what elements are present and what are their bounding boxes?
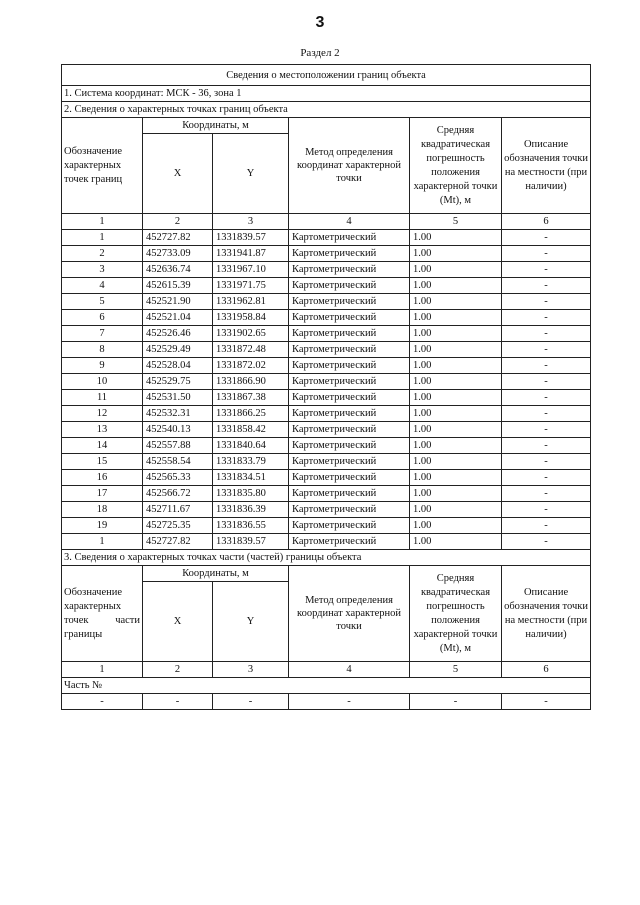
- part1-heading: 2. Сведения о характерных точках границ объекта: [62, 102, 591, 118]
- header-coords: Координаты, м: [143, 118, 289, 134]
- part1-col-number: 4: [289, 214, 410, 230]
- part2-col-number: 2: [143, 662, 213, 678]
- table-cell: 1331971.75: [213, 278, 289, 294]
- table-cell: 1.00: [410, 230, 502, 246]
- part1-col-number: 2: [143, 214, 213, 230]
- table-cell: 2: [62, 246, 143, 262]
- table-cell: 1: [62, 230, 143, 246]
- table-cell: 1331867.38: [213, 390, 289, 406]
- table-row: [62, 262, 591, 278]
- part1-column-numbers: [62, 214, 591, 230]
- part2-column-numbers: [62, 662, 591, 678]
- table-cell: -: [502, 438, 591, 454]
- table-cell: -: [502, 246, 591, 262]
- table-cell: 1.00: [410, 246, 502, 262]
- table-row: [62, 390, 591, 406]
- table-cell: Картометрический: [289, 534, 410, 550]
- table-cell: -: [502, 454, 591, 470]
- header2-error: Средняя квадратическая погрешность положения характерной точки (Mt), м: [410, 566, 502, 662]
- table-row: [62, 454, 591, 470]
- part1-col-number: 1: [62, 214, 143, 230]
- table-row: [62, 342, 591, 358]
- header-error: Средняя квадратическая погрешность положения характерной точки (Mt), м: [410, 118, 502, 214]
- header-y: Y: [213, 134, 289, 214]
- table-row: [62, 374, 591, 390]
- table-row: [62, 422, 591, 438]
- table-cell: 452558.54: [143, 454, 213, 470]
- table-cell: 9: [62, 358, 143, 374]
- table-cell: 452725.35: [143, 518, 213, 534]
- table-cell: 1331941.87: [213, 246, 289, 262]
- table-cell: 1.00: [410, 310, 502, 326]
- table-cell: Картометрический: [289, 454, 410, 470]
- part-label: Часть №: [62, 678, 591, 694]
- table-cell: -: [502, 422, 591, 438]
- table-cell: 11: [62, 390, 143, 406]
- table-cell: Картометрический: [289, 310, 410, 326]
- boundary-table: [61, 64, 591, 710]
- table-cell: Картометрический: [289, 358, 410, 374]
- table-cell: -: [502, 486, 591, 502]
- table-cell: 19: [62, 518, 143, 534]
- header2-coords: Координаты, м: [143, 566, 289, 582]
- coord-system-row: [62, 86, 591, 102]
- table-row: [62, 358, 591, 374]
- table-cell: Картометрический: [289, 438, 410, 454]
- part2-label-row: [62, 678, 591, 694]
- table-row: [62, 438, 591, 454]
- table-cell: 1.00: [410, 390, 502, 406]
- table-cell: 452521.04: [143, 310, 213, 326]
- part1-col-number: 6: [502, 214, 591, 230]
- part2-heading-row: [62, 550, 591, 566]
- table-cell: 1331834.51: [213, 470, 289, 486]
- table-cell: Картометрический: [289, 342, 410, 358]
- table-row: [62, 534, 591, 550]
- table-cell: 1331967.10: [213, 262, 289, 278]
- title-row: [62, 65, 591, 86]
- table-cell: 1.00: [410, 502, 502, 518]
- table-cell: 1331858.42: [213, 422, 289, 438]
- table-cell: 1: [62, 534, 143, 550]
- table-cell: -: [502, 534, 591, 550]
- table-cell: Картометрический: [289, 326, 410, 342]
- header-description: Описание обозначения точки на местности (при наличии): [502, 118, 591, 214]
- part2-col-number: 3: [213, 662, 289, 678]
- table-cell: 1331902.65: [213, 326, 289, 342]
- table-cell: -: [502, 406, 591, 422]
- part2-col-number: 5: [410, 662, 502, 678]
- table-cell: -: [502, 278, 591, 294]
- table-row: [62, 486, 591, 502]
- table-cell: Картометрический: [289, 278, 410, 294]
- table-cell: -: [502, 390, 591, 406]
- table-cell: 1331872.48: [213, 342, 289, 358]
- table-cell: -: [502, 230, 591, 246]
- table-cell: -: [502, 310, 591, 326]
- table-cell: -: [502, 358, 591, 374]
- table-cell: Картометрический: [289, 230, 410, 246]
- part1-col-number: 3: [213, 214, 289, 230]
- part2-col-number: 1: [62, 662, 143, 678]
- table-cell: 452727.82: [143, 230, 213, 246]
- table-cell: Картометрический: [289, 502, 410, 518]
- table-cell: Картометрический: [289, 518, 410, 534]
- table-cell: -: [502, 694, 591, 710]
- table-cell: 452566.72: [143, 486, 213, 502]
- table-cell: 12: [62, 406, 143, 422]
- table-cell: 1.00: [410, 406, 502, 422]
- header2-y: Y: [213, 582, 289, 662]
- table-cell: 452529.75: [143, 374, 213, 390]
- table-cell: 13: [62, 422, 143, 438]
- table-cell: 1.00: [410, 326, 502, 342]
- table-cell: -: [143, 694, 213, 710]
- header2-x: X: [143, 582, 213, 662]
- table-cell: Картометрический: [289, 422, 410, 438]
- table-cell: Картометрический: [289, 470, 410, 486]
- table-cell: 1331872.02: [213, 358, 289, 374]
- table-cell: -: [502, 342, 591, 358]
- table-cell: 1331833.79: [213, 454, 289, 470]
- part1-col-number: 5: [410, 214, 502, 230]
- table-cell: 452529.49: [143, 342, 213, 358]
- table-cell: 452711.67: [143, 502, 213, 518]
- part1-heading-row: [62, 102, 591, 118]
- table-cell: 452727.82: [143, 534, 213, 550]
- table-cell: 1.00: [410, 470, 502, 486]
- table-cell: Картометрический: [289, 374, 410, 390]
- section-label: Раздел 2: [300, 47, 340, 59]
- table-cell: -: [502, 502, 591, 518]
- part2-col-number: 6: [502, 662, 591, 678]
- table-cell: 1.00: [410, 454, 502, 470]
- table-cell: 452521.90: [143, 294, 213, 310]
- table-cell: Картометрический: [289, 246, 410, 262]
- table-cell: 452532.31: [143, 406, 213, 422]
- header2-method: Метод определения координат характерной точки: [289, 566, 410, 662]
- table-cell: -: [502, 326, 591, 342]
- table-row: [62, 406, 591, 422]
- table-cell: 452565.33: [143, 470, 213, 486]
- header-designation: Обозначение характерных точек границ: [62, 118, 143, 214]
- table-row: [62, 246, 591, 262]
- table-cell: 1331835.80: [213, 486, 289, 502]
- table-cell: 1331839.57: [213, 534, 289, 550]
- table-row: [62, 326, 591, 342]
- table-cell: 1.00: [410, 262, 502, 278]
- table-cell: 1.00: [410, 438, 502, 454]
- table-cell: 1.00: [410, 518, 502, 534]
- table-cell: 1331866.25: [213, 406, 289, 422]
- table-cell: 1331839.57: [213, 230, 289, 246]
- table-cell: Картометрический: [289, 486, 410, 502]
- table-cell: -: [289, 694, 410, 710]
- page-number: 3: [315, 14, 325, 31]
- table-cell: 7: [62, 326, 143, 342]
- table-cell: -: [502, 294, 591, 310]
- table-row: [62, 470, 591, 486]
- table-cell: 452528.04: [143, 358, 213, 374]
- table-cell: 8: [62, 342, 143, 358]
- table-cell: 452733.09: [143, 246, 213, 262]
- table-row: [62, 230, 591, 246]
- table-cell: 452557.88: [143, 438, 213, 454]
- table-cell: 1.00: [410, 534, 502, 550]
- table-cell: 15: [62, 454, 143, 470]
- table-cell: -: [502, 374, 591, 390]
- table-cell: -: [502, 262, 591, 278]
- table-row: [62, 694, 591, 710]
- table-cell: 452615.39: [143, 278, 213, 294]
- table-cell: 10: [62, 374, 143, 390]
- table-cell: 6: [62, 310, 143, 326]
- table-row: [62, 518, 591, 534]
- table-cell: -: [62, 694, 143, 710]
- table-row: [62, 294, 591, 310]
- table-cell: 1.00: [410, 342, 502, 358]
- table-cell: 1331962.81: [213, 294, 289, 310]
- table-cell: 452526.46: [143, 326, 213, 342]
- part1-header-row-top: [62, 118, 591, 134]
- table-cell: -: [502, 518, 591, 534]
- table-cell: 1.00: [410, 422, 502, 438]
- table-cell: 1.00: [410, 486, 502, 502]
- table-cell: Картометрический: [289, 294, 410, 310]
- table-cell: 1331840.64: [213, 438, 289, 454]
- table-cell: Картометрический: [289, 406, 410, 422]
- coord-system: 1. Система координат: МСК - 36, зона 1: [62, 86, 591, 102]
- table-cell: 1.00: [410, 294, 502, 310]
- header2-designation: Обозначение характерных точек части границы: [62, 566, 143, 662]
- header-x: X: [143, 134, 213, 214]
- table-cell: 1.00: [410, 278, 502, 294]
- table-row: [62, 310, 591, 326]
- table-cell: 452531.50: [143, 390, 213, 406]
- table-cell: 3: [62, 262, 143, 278]
- table-cell: 452636.74: [143, 262, 213, 278]
- table-cell: 1331836.55: [213, 518, 289, 534]
- table-cell: 1331958.84: [213, 310, 289, 326]
- header-method: Метод определения координат характерной точки: [289, 118, 410, 214]
- table-cell: 1.00: [410, 358, 502, 374]
- table-cell: -: [213, 694, 289, 710]
- part2-col-number: 4: [289, 662, 410, 678]
- table-cell: -: [410, 694, 502, 710]
- table-cell: Картометрический: [289, 390, 410, 406]
- table-cell: 4: [62, 278, 143, 294]
- table-cell: 14: [62, 438, 143, 454]
- table-cell: Картометрический: [289, 262, 410, 278]
- part2-heading: 3. Сведения о характерных точках части (частей) границы объекта: [62, 550, 591, 566]
- table-cell: 16: [62, 470, 143, 486]
- header2-description: Описание обозначения точки на местности (при наличии): [502, 566, 591, 662]
- table-cell: 18: [62, 502, 143, 518]
- table-title: Сведения о местоположении границ объекта: [62, 65, 591, 86]
- table-cell: 1331836.39: [213, 502, 289, 518]
- table-row: [62, 502, 591, 518]
- table-cell: 452540.13: [143, 422, 213, 438]
- table-cell: 5: [62, 294, 143, 310]
- table-cell: 1.00: [410, 374, 502, 390]
- table-cell: -: [502, 470, 591, 486]
- table-row: [62, 278, 591, 294]
- table-cell: 17: [62, 486, 143, 502]
- table-cell: 1331866.90: [213, 374, 289, 390]
- part2-header-row-top: [62, 566, 591, 582]
